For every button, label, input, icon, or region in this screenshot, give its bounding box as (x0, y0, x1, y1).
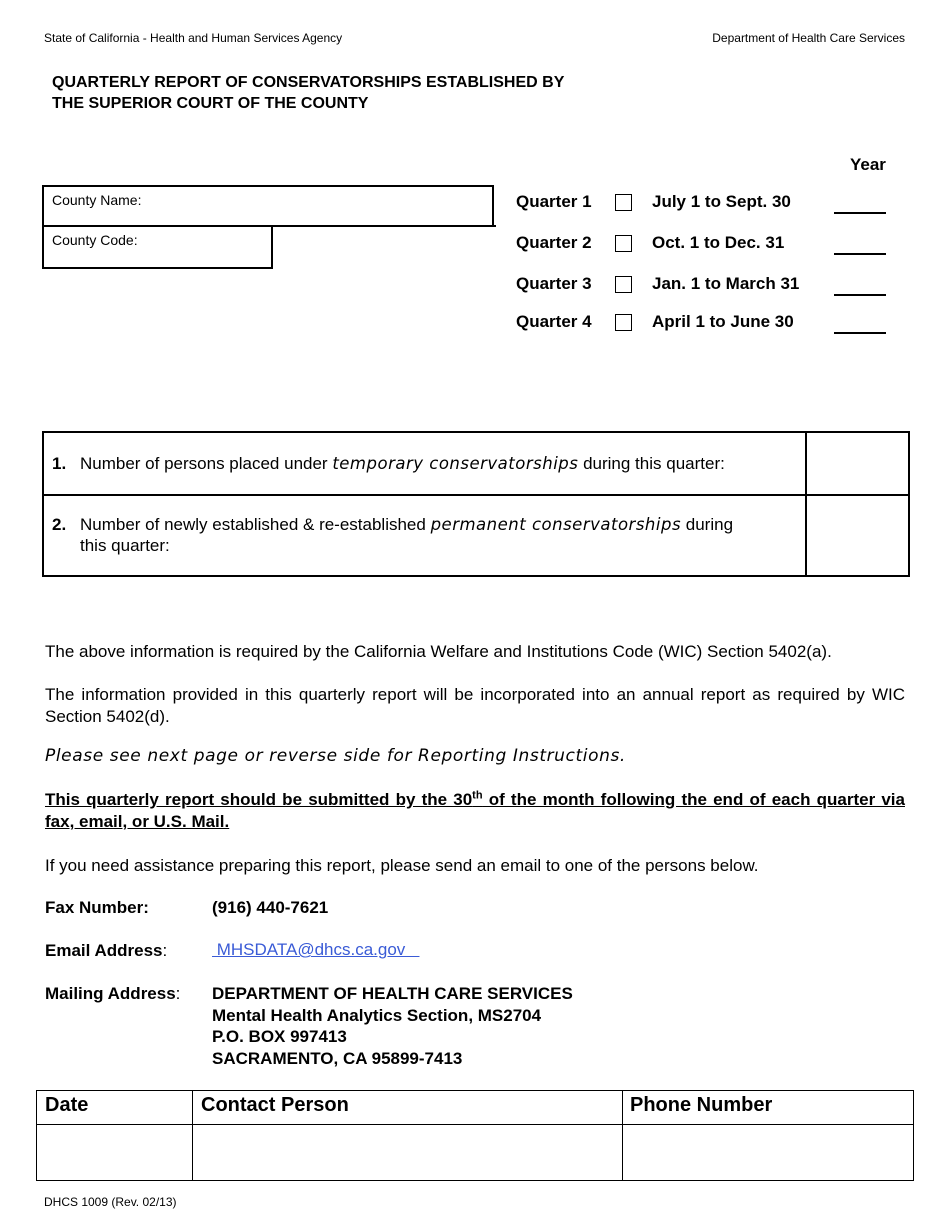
question-1-text-pre: Number of persons placed under (80, 454, 333, 473)
address-line-2: Mental Health Analytics Section, MS2704 (212, 1005, 542, 1025)
email-label (45, 941, 167, 961)
info-paragraph-2: The information provided in this quarterly report will be incorporated into an annual report as required by WIC Section 5402(d). (45, 685, 905, 726)
question-2-number: 2. (52, 515, 67, 534)
phone-number-column-header: Phone Number (630, 1094, 773, 1116)
instructions-note: Please see next page or reverse side for Reporting Instructions. (45, 746, 626, 766)
form-id: DHCS 1009 (Rev. 02/13) (44, 1195, 177, 1209)
address-line-3: P.O. BOX 997413 (212, 1027, 347, 1046)
quarter-1-range: July 1 to Sept. 30 (652, 192, 791, 211)
submission-deadline-notice (45, 789, 905, 832)
title-line-2: THE SUPERIOR COURT OF THE COUNTY (52, 95, 369, 112)
quarter-3-year-field[interactable] (834, 294, 886, 296)
email-link[interactable]: MHSDATA@dhcs.ca.gov (212, 940, 420, 959)
quarter-3-checkbox[interactable] (615, 276, 632, 293)
mailing-label-colon: : (175, 984, 181, 1003)
submission-superscript: th (472, 789, 483, 802)
county-code-field[interactable] (42, 225, 273, 269)
question-2-text-italic: permanent conservatorships (430, 515, 682, 534)
title-line-1: QUARTERLY REPORT OF CONSERVATORSHIPS ESTABLISHED BY (52, 74, 565, 91)
phone-number-field[interactable] (623, 1125, 913, 1180)
question-2-text-post: during (681, 515, 734, 534)
quarter-1-checkbox[interactable] (615, 194, 632, 211)
county-name-field[interactable] (42, 185, 494, 225)
mailing-address (212, 983, 573, 1069)
quarter-2-year-field[interactable] (834, 253, 886, 255)
quarter-4-checkbox[interactable] (615, 314, 632, 331)
submission-text-pre: This quarterly report should be submitted by the 30 (45, 790, 473, 809)
question-1-number: 1. (52, 454, 67, 473)
address-line-4: SACRAMENTO, CA 95899-7413 (212, 1048, 463, 1068)
quarter-1-label: Quarter 1 (516, 192, 592, 211)
contact-person-field[interactable] (193, 1125, 622, 1180)
quarter-2-range: Oct. 1 to Dec. 31 (652, 233, 785, 252)
email-label-text: Email Address (45, 941, 163, 960)
fax-label: Fax Number: (45, 898, 149, 917)
page-title (52, 72, 564, 114)
email-label-colon: : (162, 941, 168, 960)
county-name-field-bottom-border (271, 225, 496, 227)
questions-column-divider (805, 433, 807, 575)
mailing-address-label (45, 984, 180, 1004)
quarter-4-label: Quarter 4 (516, 312, 592, 331)
question-1 (52, 453, 792, 474)
year-column-label: Year (850, 155, 886, 174)
quarter-3-label: Quarter 3 (516, 274, 592, 293)
agency-name: State of California - Health and Human Services Agency (44, 31, 343, 45)
quarter-1-year-field[interactable] (834, 212, 886, 214)
questions-row-divider (44, 494, 908, 496)
county-code-label: County Code: (52, 232, 138, 248)
quarter-4-year-field[interactable] (834, 332, 886, 334)
mailing-label-text: Mailing Address (45, 984, 176, 1003)
date-field[interactable] (37, 1125, 192, 1180)
assistance-text: If you need assistance preparing this report, please send an email to one of the persons below. (45, 856, 759, 875)
quarter-4-range: April 1 to June 30 (652, 312, 794, 331)
submission-text-post: of the month following the end of each quarter via fax, email, or U.S. Mail. (45, 790, 905, 831)
question-2-answer-field[interactable] (809, 497, 906, 575)
address-line-1: DEPARTMENT OF HEALTH CARE SERVICES (212, 984, 573, 1003)
county-name-label: County Name: (52, 192, 142, 208)
question-2-text-pre: Number of newly established & re-established (80, 515, 431, 534)
question-2-text-continuation: this quarter: (80, 536, 170, 555)
quarter-2-checkbox[interactable] (615, 235, 632, 252)
contact-info-table (36, 1090, 914, 1181)
fax-number: (916) 440-7621 (212, 898, 329, 917)
contact-person-column-header: Contact Person (201, 1094, 349, 1116)
question-1-answer-field[interactable] (809, 435, 906, 493)
question-1-text-post: during this quarter: (578, 454, 725, 473)
info-paragraph-1: The above information is required by the California Welfare and Institutions Code (WIC) Section 5402(a). (45, 642, 832, 661)
questions-table (42, 431, 910, 577)
question-1-text-italic: temporary conservatorships (332, 454, 579, 473)
quarter-3-range: Jan. 1 to March 31 (652, 274, 800, 293)
question-2 (52, 514, 792, 556)
quarter-2-label: Quarter 2 (516, 233, 592, 252)
date-column-header: Date (45, 1094, 89, 1116)
department-name: Department of Health Care Services (712, 31, 905, 45)
